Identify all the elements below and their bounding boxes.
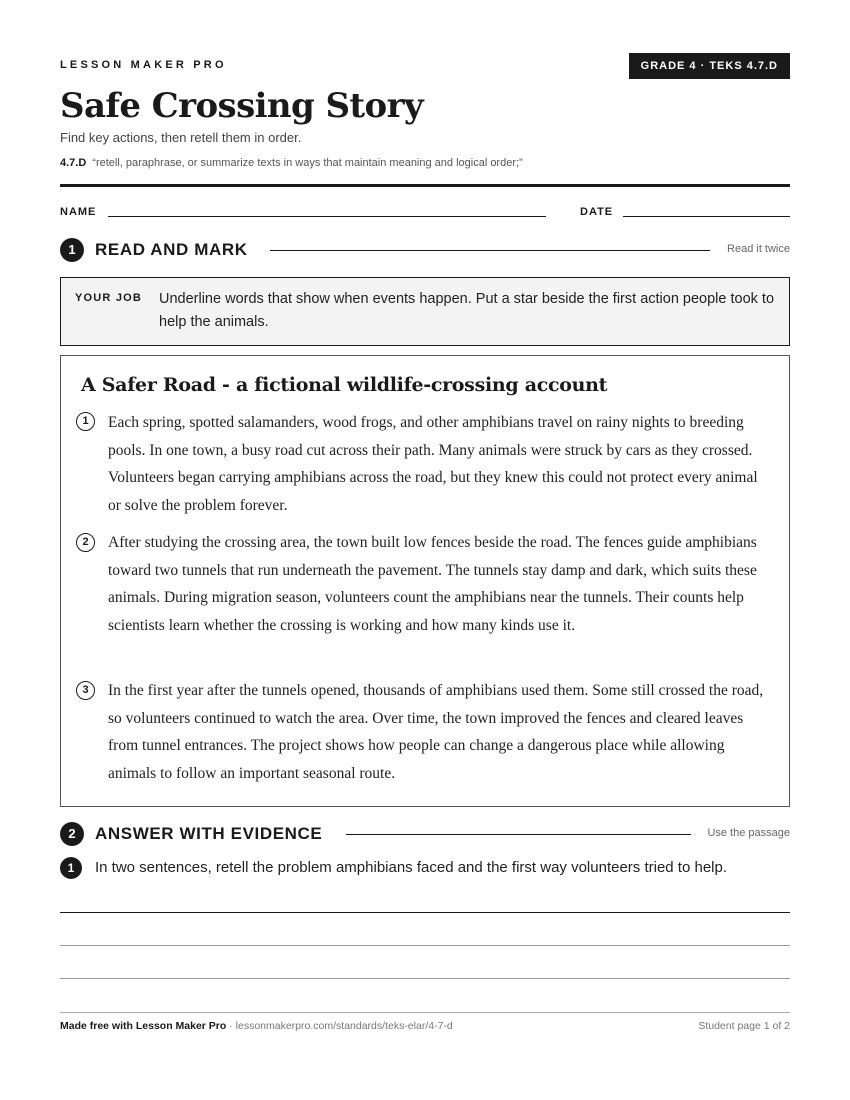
page-title: Safe Crossing Story (60, 86, 424, 126)
paragraph-number: 1 (76, 412, 95, 431)
brand-name: LESSON MAKER PRO (60, 59, 227, 71)
section-divider (270, 250, 710, 251)
name-field[interactable] (108, 216, 546, 217)
section-note: Use the passage (707, 827, 790, 839)
standard-line (60, 157, 523, 169)
paragraph: Each spring, spotted salamanders, wood frogs, and other amphibians travel on rainy nights to breeding pools. In one town, a busy road cut across their path. Many animals were struck by cars as they crossed. Volunteers began carrying amphibians across the road, but they knew this could not protect every animal or solve the problem forever. (108, 414, 758, 514)
date-field[interactable] (623, 216, 790, 217)
answer-line[interactable] (60, 945, 790, 946)
paragraph-number: 2 (76, 533, 95, 552)
section-divider (346, 834, 691, 835)
header-divider (60, 184, 790, 187)
question-text: In two sentences, retell the problem amphibians faced and the first way volunteers tried to help. (95, 859, 728, 876)
your-job-label: YOUR JOB (75, 292, 143, 304)
question-number-badge: 1 (60, 857, 82, 879)
section-title: READ AND MARK (95, 240, 248, 259)
answer-line[interactable] (60, 912, 790, 913)
footer-divider (60, 1012, 790, 1013)
paragraph-number: 3 (76, 681, 95, 700)
your-job-box (60, 277, 790, 346)
section-answer-with-evidence (60, 822, 790, 846)
answer-line[interactable] (60, 978, 790, 979)
grade-badge: GRADE 4 · TEKS 4.7.D (629, 53, 790, 79)
footer-url[interactable]: lessonmakerpro.com/standards/teks-elar/4-7-d (235, 1020, 453, 1032)
section-title: ANSWER WITH EVIDENCE (95, 824, 323, 843)
page-subtitle: Find key actions, then retell them in order. (60, 130, 302, 145)
standard-code: 4.7.D (60, 157, 87, 169)
worksheet-page (60, 0, 790, 1100)
your-job-text: Underline words that show when events happen. Put a star beside the first action people took to help the animals. (159, 291, 775, 330)
section-number-badge: 1 (60, 238, 84, 262)
section-number-badge: 2 (60, 822, 84, 846)
section-note: Read it twice (727, 243, 790, 255)
footer-separator: · (226, 1020, 236, 1032)
name-label: NAME (60, 206, 97, 218)
date-label: DATE (580, 206, 614, 218)
footer-credit (60, 1020, 453, 1032)
footer-page-number: Student page 1 of 2 (698, 1020, 790, 1032)
paragraph: In the first year after the tunnels opened, thousands of amphibians used them. Some still crossed the road, so volunteers continued to watch the area. Over time, the town improved the fences and cleared leaves from tunnel entrances. The project shows how people can change a dangerous place while allowing animals to follow an important seasonal route. (108, 682, 764, 782)
standard-text: “retell, paraphrase, or summarize texts in ways that maintain meaning and logical order;” (92, 157, 523, 169)
footer-made-with: Made free with Lesson Maker Pro (60, 1020, 227, 1032)
passage-title: A Safer Road - a fictional wildlife-crossing account (81, 374, 608, 396)
paragraph: After studying the crossing area, the town built low fences beside the road. The fences guide amphibians toward two tunnels that run underneath the pavement. The tunnels stay damp and dark, which suits these animals. During migration season, volunteers count the amphibians near the tunnels. Their counts help scientists learn whether the crossing is working and how many kinds use it. (108, 534, 757, 634)
question-1 (60, 857, 790, 881)
section-read-and-mark (60, 238, 790, 262)
reading-passage (60, 355, 790, 807)
